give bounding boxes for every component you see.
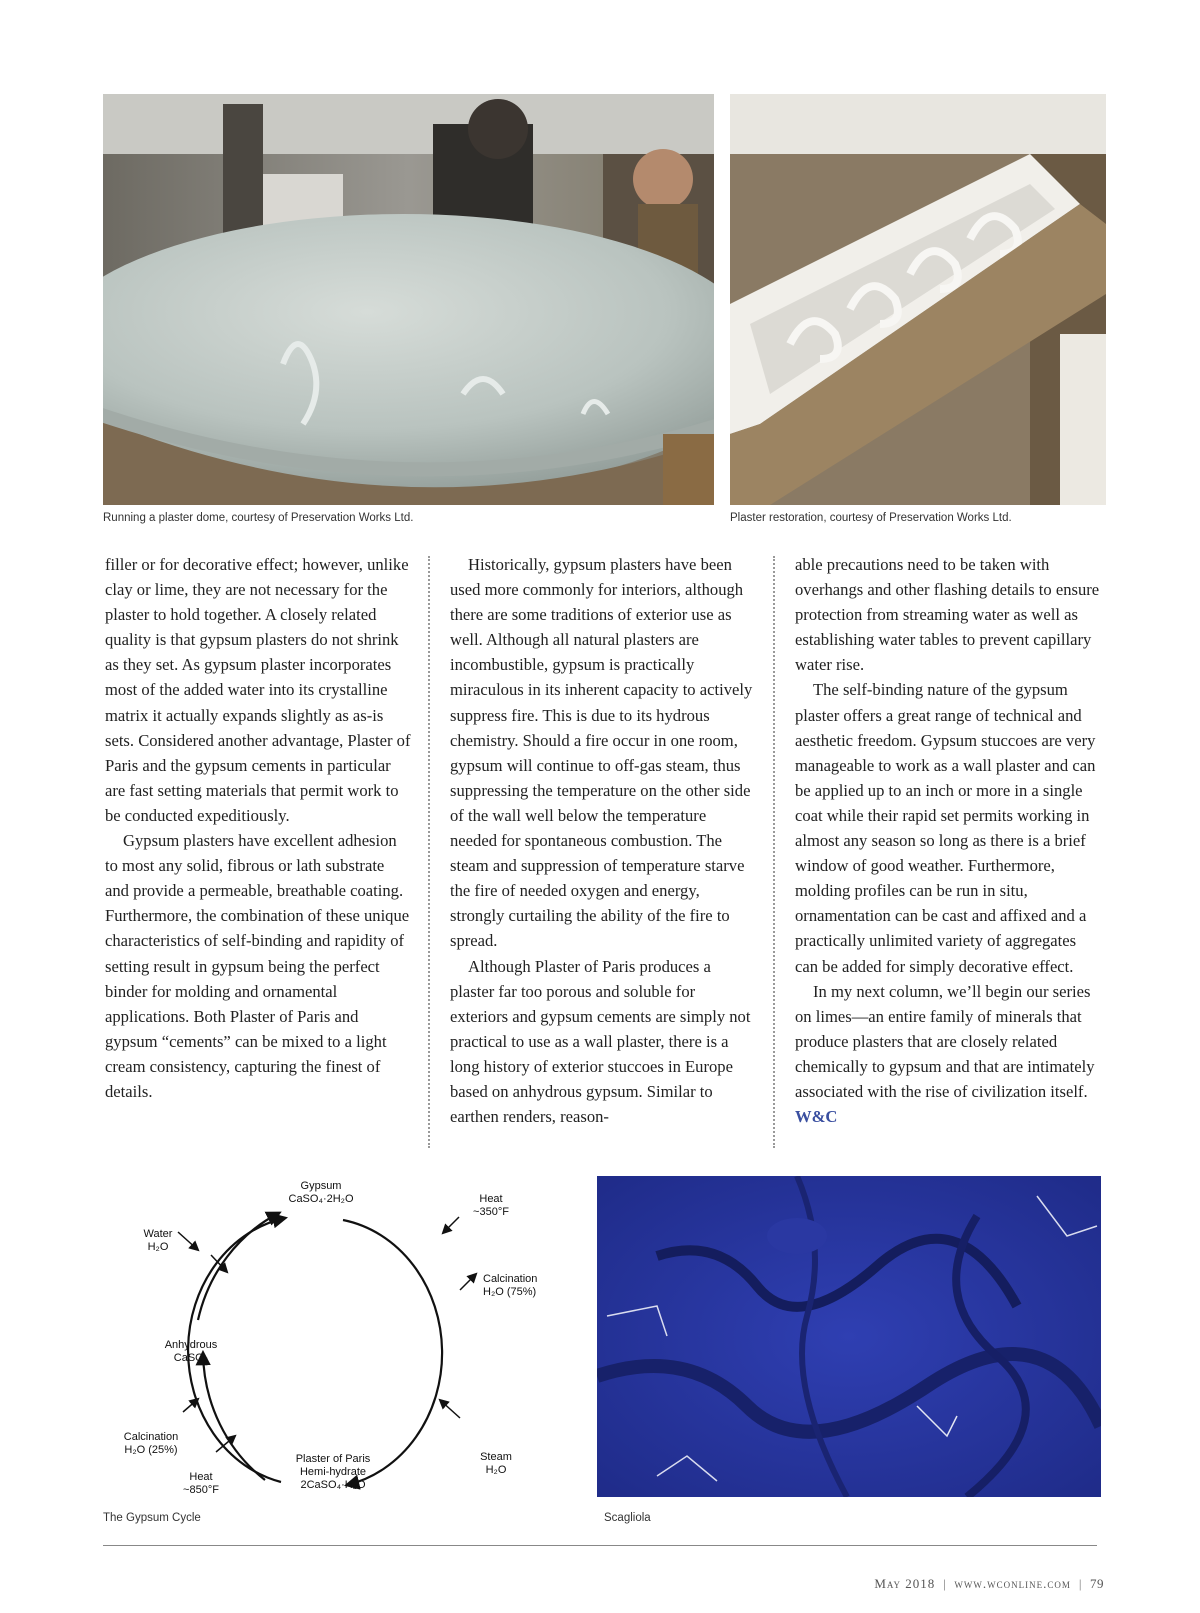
page-number: 79	[1090, 1576, 1104, 1591]
article-column-1	[105, 552, 411, 1104]
calcination-left-label: Calcination	[123, 1431, 179, 1443]
col3-paragraph-3	[795, 979, 1101, 1130]
article-column-3	[795, 552, 1101, 1129]
water-formula: H₂O	[147, 1241, 169, 1253]
gypsum-cycle-diagram	[103, 1180, 583, 1510]
gypsum-formula: CaSO₄·2H₂O	[288, 1193, 354, 1205]
wc-signoff-logo: W&C	[795, 1107, 838, 1127]
dome-photo-caption: Running a plaster dome, courtesy of Preservation Works Ltd.	[103, 512, 414, 524]
issue-date: May 2018	[874, 1576, 936, 1591]
plaster-dome-illustration	[103, 94, 714, 505]
article-column-2	[450, 552, 756, 1129]
calcination-right-arrow	[460, 1274, 476, 1290]
hemi-hydrate-label: Hemi-hydrate	[299, 1466, 367, 1478]
gypsum-label: Gypsum	[300, 1180, 342, 1192]
column-divider-2	[773, 556, 775, 1148]
anhydrous-label: Anhydrous	[164, 1339, 218, 1351]
water-arrow	[178, 1232, 198, 1250]
page-footer	[874, 1576, 1104, 1592]
restoration-photo-caption: Plaster restoration, courtesy of Preservation Works Ltd.	[730, 512, 1012, 524]
steam-formula: H₂O	[485, 1464, 507, 1476]
calcination-left-arrow	[183, 1399, 198, 1412]
water-label: Water	[143, 1228, 173, 1240]
scagliola-illustration	[597, 1176, 1101, 1497]
heat-top-arrow	[443, 1217, 459, 1233]
steam-arrow	[440, 1400, 460, 1418]
heat-top-label: Heat	[479, 1193, 503, 1205]
col3-paragraph-2: The self-binding nature of the gypsum plaster offers a great range of technical and aesthetic freedom. Gypsum stuccoes are very manageable to work as a wall plaster and can be applied up to an inch or more in a single coat while their rapid set permits working in almost any season so long as there is a brief window of good weather. Furthermore, molding profiles can be run in situ, ornamentation can be cast and affixed and a practically unlimited variety of aggregates can be added for simply decorative effect.	[795, 680, 1096, 976]
steam-label: Steam	[480, 1451, 512, 1463]
cycle-arc-right	[343, 1220, 442, 1485]
col3-paragraph-3-text: In my next column, we’ll begin our series on limes—an entire family of minerals that produce plasters that are closely related chemically to gypsum and that are intimately associated with the rise of civilization itself.	[795, 981, 1095, 1101]
plaster-dome-photo	[103, 94, 714, 505]
col1-paragraph-2: Gypsum plasters have excellent adhesion to most any solid, fibrous or lath substrate and provide a permeable, breathable coating. Furthermore, the combination of these unique characteristics of self-binding and rapidity of setting result in gypsum being the perfect binder for molding and ornamental applications. Both Plaster of Paris and gypsum “cements” can be mixed to a light cream consistency, capturing the finest of details.	[105, 831, 410, 1101]
diagram-caption: The Gypsum Cycle	[103, 1512, 201, 1524]
cycle-arc-left-outer-upper	[198, 1213, 279, 1320]
plaster-of-paris-label: Plaster of Paris	[295, 1453, 371, 1465]
col2-paragraph-1: Historically, gypsum plasters have been used more commonly for interiors, although there are some traditions of exterior use as well. Although all natural plasters are incombustible, gypsum is practically miraculous in its inherent capacity to actively suppress fire. This is due to its hydrous chemistry. Should a fire occur in one room, gypsum will continue to off-gas steam, thus suppressing the temperature on the other side of the wall well below the temperature needed for spontaneous combustion. The steam and suppression of temperature starve the fire of needed oxygen and energy, strongly curtailing the ability of the fire to spread.	[450, 555, 753, 951]
footer-separator-1: |	[943, 1576, 947, 1591]
scagliola-caption: Scagliola	[604, 1512, 651, 1524]
website-link[interactable]: www.wconline.com	[954, 1576, 1071, 1591]
heat-top-value: ~350°F	[473, 1206, 509, 1218]
plaster-formula: 2CaSO₄·H₂O	[300, 1479, 366, 1491]
anhydrous-formula: CaSO₄	[173, 1352, 209, 1364]
calcination-left-value: H₂O (25%)	[124, 1444, 178, 1456]
scagliola-photo	[597, 1176, 1101, 1497]
heat-bottom-label: Heat	[189, 1471, 213, 1483]
calcination-right-label: Calcination	[483, 1273, 538, 1285]
cycle-arc-left-outer-lower	[203, 1353, 265, 1480]
plaster-restoration-photo	[730, 94, 1106, 505]
footer-separator-2: |	[1078, 1576, 1082, 1591]
column-divider-1	[428, 556, 430, 1148]
col1-paragraph-1: filler or for decorative effect; however, unlike clay or lime, they are not necessary for the plaster to hold together. A closely related quality is that gypsum plasters do not shrink as they set. As gypsum plaster incorporates most of the added water into its crystalline matrix it actually expands slightly as as-is sets. Considered another advantage, Plaster of Paris and the gypsum cements in particular are fast setting materials that permit work to be conducted expeditiously.	[105, 555, 411, 825]
col3-paragraph-1: able precautions need to be taken with overhangs and other flashing details to ensure protection from streaming water as well as establishing water tables to prevent capillary water rise.	[795, 555, 1100, 675]
plaster-molding-illustration	[730, 94, 1106, 505]
heat-bottom-value: ~850°F	[183, 1484, 219, 1496]
calcination-right-value: H₂O (75%)	[483, 1286, 537, 1298]
col2-paragraph-2: Although Plaster of Paris produces a plaster far too porous and soluble for exteriors and gypsum cements are simply not practical to use as a wall plaster, there is a long history of exterior stuccoes in Europe based on anhydrous gypsum. Similar to earthen renders, reason-	[450, 956, 751, 1127]
footer-rule	[103, 1545, 1097, 1546]
